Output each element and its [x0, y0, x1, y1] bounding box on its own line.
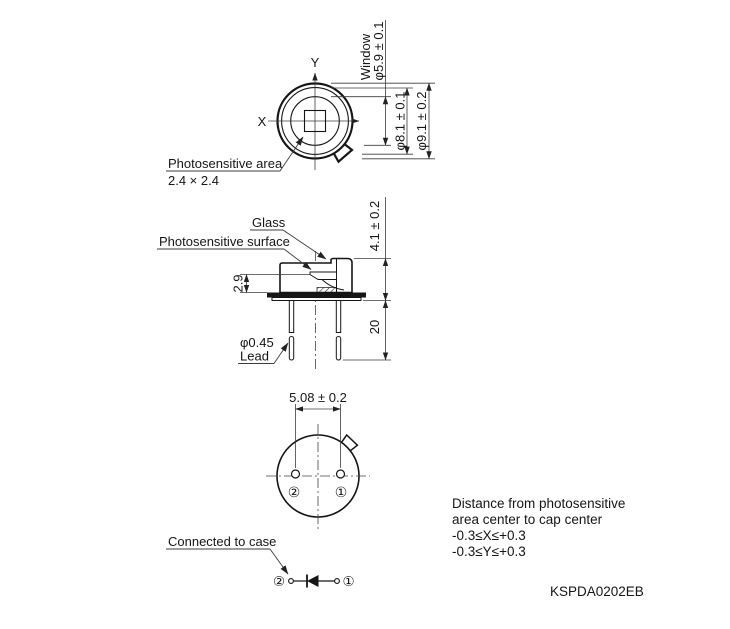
- pin-2: [292, 470, 300, 478]
- circuit-terminal-1: [335, 579, 340, 584]
- pin-pitch-dim-text: 5.08 ± 0.2: [289, 390, 347, 405]
- chip-height-dim-text: 2.9: [230, 274, 246, 293]
- photosensitive-area-callout: [166, 137, 303, 188]
- pin-1: [337, 470, 345, 478]
- lead-diameter-text: φ0.45: [240, 335, 274, 350]
- cap-height-dim-text: 4.1 ± 0.2: [367, 200, 382, 252]
- window-label: Window: [358, 33, 373, 81]
- pin-2-label: ②: [287, 484, 301, 500]
- circuit-pin-1-label: ①: [342, 574, 355, 589]
- note-line-3: -0.3≤X≤+0.3: [452, 528, 526, 543]
- inner-dim-text: φ8.1 ± 0.1: [392, 91, 408, 151]
- lead-callout: [238, 335, 288, 364]
- note-line-2: area center to cap center: [452, 512, 603, 527]
- circuit-terminal-2: [289, 579, 294, 584]
- lead-right-upper: [336, 301, 340, 333]
- lead-right-lower: [336, 337, 340, 361]
- photosensitive-area-size: 2.4 × 2.4: [168, 173, 219, 188]
- notes: [452, 496, 625, 559]
- photosensitive-area-label: Photosensitive area: [168, 156, 283, 171]
- circuit-pin-2-label: ②: [272, 574, 286, 589]
- top-view: [166, 20, 435, 188]
- lead-length-dim-text: 20: [367, 319, 382, 335]
- lead-left-upper: [289, 301, 293, 333]
- window-dim-text: φ5.9 ± 0.1: [371, 21, 386, 81]
- glass-label: Glass: [252, 215, 286, 230]
- bottom-view: [266, 390, 370, 529]
- lead-label: Lead: [240, 348, 269, 364]
- doc-code: KSPDA0202EB: [550, 584, 644, 599]
- flange: [267, 293, 366, 298]
- note-line-1: Distance from photosensitive: [452, 496, 626, 511]
- note-line-4: -0.3≤Y≤+0.3: [452, 544, 526, 559]
- photodiode-symbol: [307, 575, 319, 587]
- pin-1-label: ①: [334, 484, 348, 500]
- side-view: [157, 197, 391, 369]
- leads: [289, 301, 340, 361]
- y-axis-label: Y: [310, 55, 320, 70]
- x-axis-label: X: [257, 114, 267, 129]
- lead-left-lower: [289, 337, 293, 361]
- connected-to-case-label: Connected to case: [168, 534, 277, 549]
- internal-hatch: [317, 288, 337, 293]
- surface-label: Photosensitive surface: [159, 234, 290, 249]
- outer-dim-text: φ9.1 ± 0.2: [414, 91, 429, 151]
- flange-underlip: [272, 298, 361, 301]
- circuit-diagram: [166, 534, 355, 589]
- connected-to-case-callout: [166, 534, 288, 574]
